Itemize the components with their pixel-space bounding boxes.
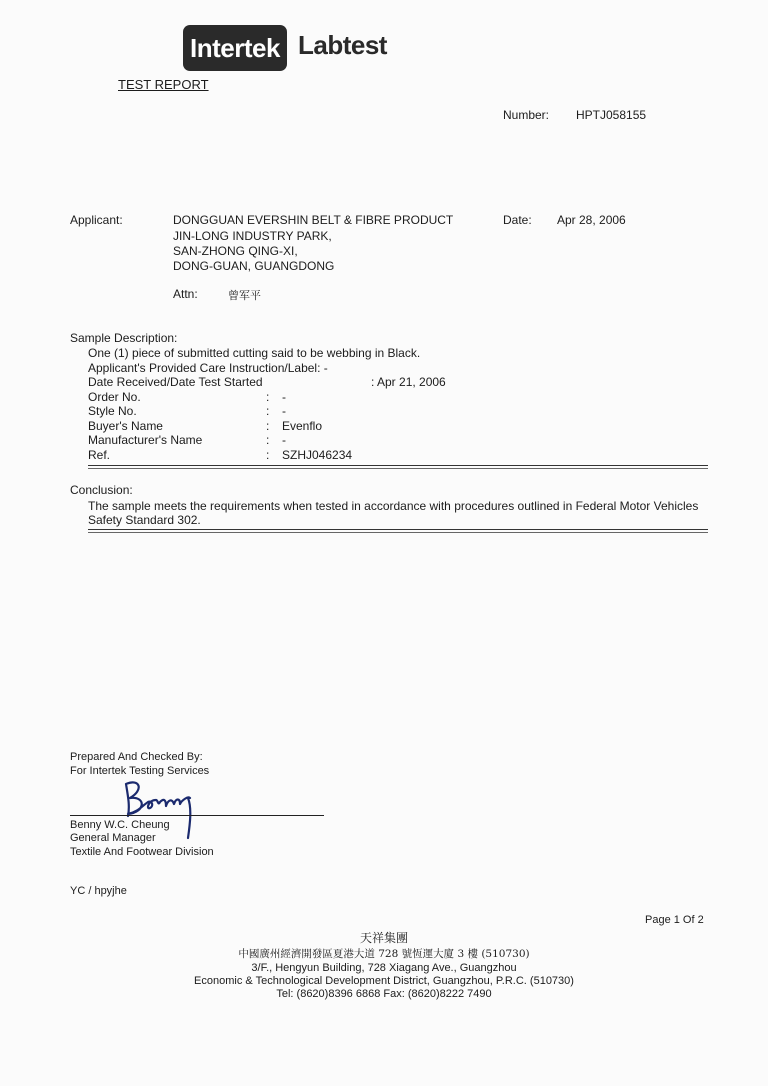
date-label: Date: [503, 213, 532, 227]
footer-address: 3/F., Hengyun Building, 728 Xiagang Ave., Guangzhou [251, 962, 517, 974]
date-value: Apr 28, 2006 [557, 213, 626, 227]
footer-contact: Tel: (8620)8396 6868 Fax: (8620)8222 7490 [276, 988, 492, 1000]
applicant-line: DONGGUAN EVERSHIN BELT & FIBRE PRODUCT [173, 213, 454, 227]
footer-company-chinese: 天祥集團 [359, 931, 408, 945]
date-received-label: Date Received/Date Test Started [88, 375, 263, 389]
field-value: Evenflo [282, 419, 323, 433]
sample-heading: Sample Description: [70, 331, 178, 345]
conclusion-heading: Conclusion: [70, 483, 133, 497]
field-value: SZHJ046234 [282, 448, 353, 462]
conclusion-text: The sample meets the requirements when tested in accordance with procedures outlined in Federal Motor Vehicles [88, 499, 699, 513]
number-value: HPTJ058155 [576, 108, 647, 122]
attn-label: Attn: [173, 287, 198, 301]
footer-address: Economic & Technological Development District, Guangzhou, P.R.C. (510730) [194, 975, 574, 987]
field-value: - [282, 404, 286, 418]
attn-value: 曾军平 [228, 289, 261, 302]
field-colon: : [266, 404, 270, 418]
footer-address-chinese: 中國廣州經濟開發區夏港大道 728 號恆運大廈 3 樓 (510730) [238, 948, 530, 960]
field-colon: : [266, 390, 270, 404]
applicant-line: SAN-ZHONG QING-XI, [173, 244, 298, 258]
applicant-label: Applicant: [70, 213, 123, 227]
field-colon: : [266, 448, 270, 462]
date-received-value: : Apr 21, 2006 [371, 375, 446, 389]
care-instruction: Applicant's Provided Care Instruction/Label: - [88, 361, 328, 375]
prepared-by: Prepared And Checked By: [70, 751, 203, 763]
field-colon: : [266, 433, 270, 447]
conclusion-text: Safety Standard 302. [88, 513, 201, 527]
reference-initials: YC / hpyjhe [70, 885, 127, 897]
labtest-logo-text: Labtest [298, 30, 387, 60]
divider-rule [88, 465, 708, 466]
number-label: Number: [503, 108, 550, 122]
report-title: TEST REPORT [118, 77, 209, 92]
divider-rule [88, 532, 708, 533]
applicant-line: DONG-GUAN, GUANGDONG [173, 259, 335, 273]
intertek-logo: Intertek [183, 25, 287, 71]
applicant-line: JIN-LONG INDUSTRY PARK, [173, 229, 332, 243]
divider-rule [88, 468, 708, 469]
field-label: Ref. [88, 448, 111, 462]
field-label: Order No. [88, 390, 141, 404]
field-value: - [282, 390, 286, 404]
signer-title: General Manager [70, 832, 156, 844]
divider-rule [88, 529, 708, 530]
prepared-for: For Intertek Testing Services [70, 765, 210, 777]
signer-division: Textile And Footwear Division [70, 846, 214, 858]
field-colon: : [266, 419, 270, 433]
signer-name: Benny W.C. Cheung [70, 819, 170, 831]
sample-description: One (1) piece of submitted cutting said to be webbing in Black. [88, 346, 421, 360]
field-label: Manufacturer's Name [88, 433, 203, 447]
field-value: - [282, 433, 286, 447]
field-label: Style No. [88, 404, 137, 418]
field-label: Buyer's Name [88, 419, 163, 433]
page-number: Page 1 Of 2 [645, 914, 704, 926]
signature-line [70, 815, 324, 816]
